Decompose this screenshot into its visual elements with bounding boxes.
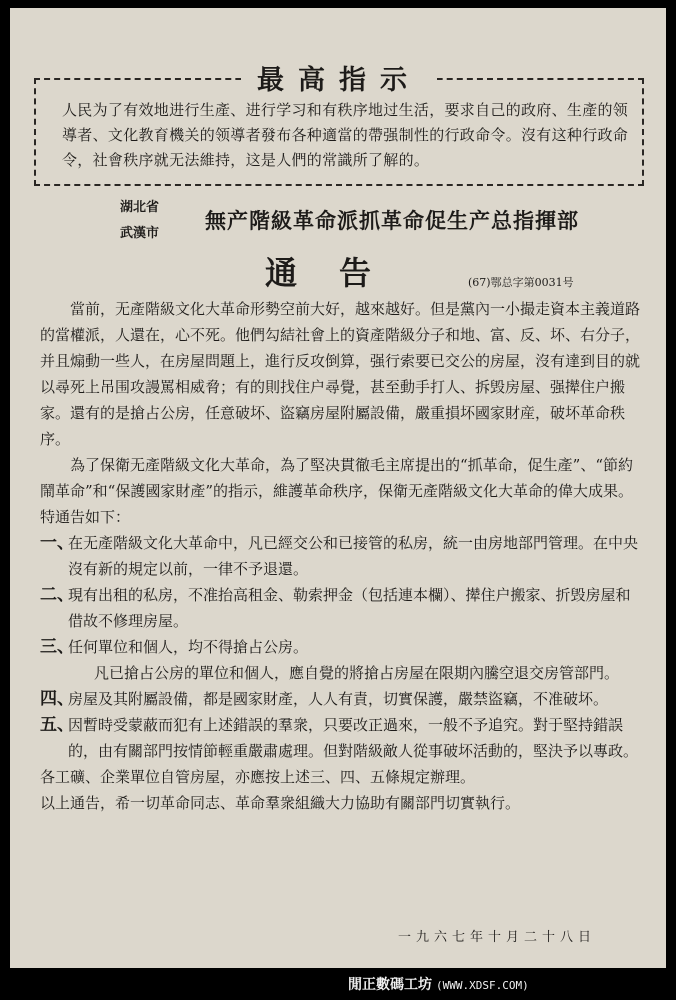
quote-text: 人民为了有效地进行生產、进行学习和有秩序地过生活，要求自己的政府、生產的领導者、文化教育機关的领導者發布各种適當的帶强制性的行政命令。沒有这种行政命令，社會秩序就无法維持，这是人們的常識所了解的。 xyxy=(62,101,629,169)
body-paragraph-1: 當前，无產階級文化大革命形勢空前大好，越來越好。但是黨內一小撮走資本主義道路的當權派，人還在，心不死。他們勾結社會上的資產階級分子和地、富、反、坏、右分子，并且煽動一些人，在房屋問題上，進行反攻倒算，强行索要已交公的房屋，沒有達到目的就以尋死上吊围攻謾罵相威脅；有的則找住户尋覺，甚至動手打人、拆毁房屋、强撵住户搬家。還有的是搶占公房，任意破坏、盜竊房屋附屬設備，嚴重損坏國家財産，破坏革命秩序。 xyxy=(40,300,641,448)
watermark-url: (WWW.XDSF.COM) xyxy=(436,979,529,992)
item-text: 因暫時受蒙蔽而犯有上述錯誤的羣衆，只要改正過來，一般不予追究。對于堅持錯誤的，由有關部門按情節輕重嚴肅處理。但對階級敵人從事破坏活動的，堅決予以專政。 xyxy=(68,716,639,760)
list-item xyxy=(40,582,640,634)
item-text: 任何單位和個人，均不得搶占公房。 xyxy=(68,638,309,656)
item-text: 現有出租的私房，不准抬高租金、勒索押金（包括連本欄）、撵住户搬家、折毁房屋和借故不修理房屋。 xyxy=(68,586,631,630)
watermark xyxy=(348,974,529,994)
issuer-city: 武漢市 xyxy=(120,226,160,241)
list-item xyxy=(40,686,640,712)
quote-box xyxy=(34,65,644,186)
body-paragraph-4: 以上通告，希一切革命同志、革命羣衆組織大力協助有關部門切實執行。 xyxy=(40,794,521,812)
watermark-name: 閒正數碼工坊 xyxy=(348,977,432,993)
body-paragraph-3: 各工礦、企業單位自管房屋，亦應按上述三、四、五條規定辦理。 xyxy=(40,768,476,786)
list-item xyxy=(40,530,640,582)
notice-document xyxy=(10,8,666,968)
list-item xyxy=(40,712,640,764)
document-number: (67)鄂总字第0031号 xyxy=(468,276,574,289)
item-number: 五、 xyxy=(40,715,74,735)
list-item xyxy=(40,634,640,660)
document-title: 通告 xyxy=(265,254,414,292)
issuer-name: 無产階級革命派抓革命促生产总指揮部 xyxy=(205,208,579,233)
quote-title: 最高指示 xyxy=(36,58,642,97)
item-number: 二、 xyxy=(40,585,74,605)
item-number: 三、 xyxy=(40,637,74,657)
item-text: 房屋及其附屬設備，都是國家財產，人人有責，切實保護，嚴禁盜竊，不准破坏。 xyxy=(68,690,609,708)
body-paragraph-2: 為了保衛无產階級文化大革命，為了堅决貫徹毛主席提出的“抓革命，促生產”、“節約鬧革命”和“保護國家財產”的指示，維護革命秩序，保衛无產階級文化大革命的偉大成果。特通告如下： xyxy=(40,456,634,526)
item-text: 在无產階級文化大革命中，凡已經交公和已接管的私房，統一由房地部門管理。在中央沒有新的規定以前，一律不予退還。 xyxy=(68,534,639,578)
item-number: 四、 xyxy=(40,689,74,709)
issuer-province: 湖北省 xyxy=(120,200,160,215)
notice-body xyxy=(40,296,640,816)
item-3-sub-paragraph: 凡已搶占公房的單位和個人，應自覺的將搶占房屋在限期內騰空退交房管部門。 xyxy=(94,664,620,682)
item-number: 一、 xyxy=(40,533,74,553)
issue-date: 一九六七年十月二十八日 xyxy=(398,930,597,945)
